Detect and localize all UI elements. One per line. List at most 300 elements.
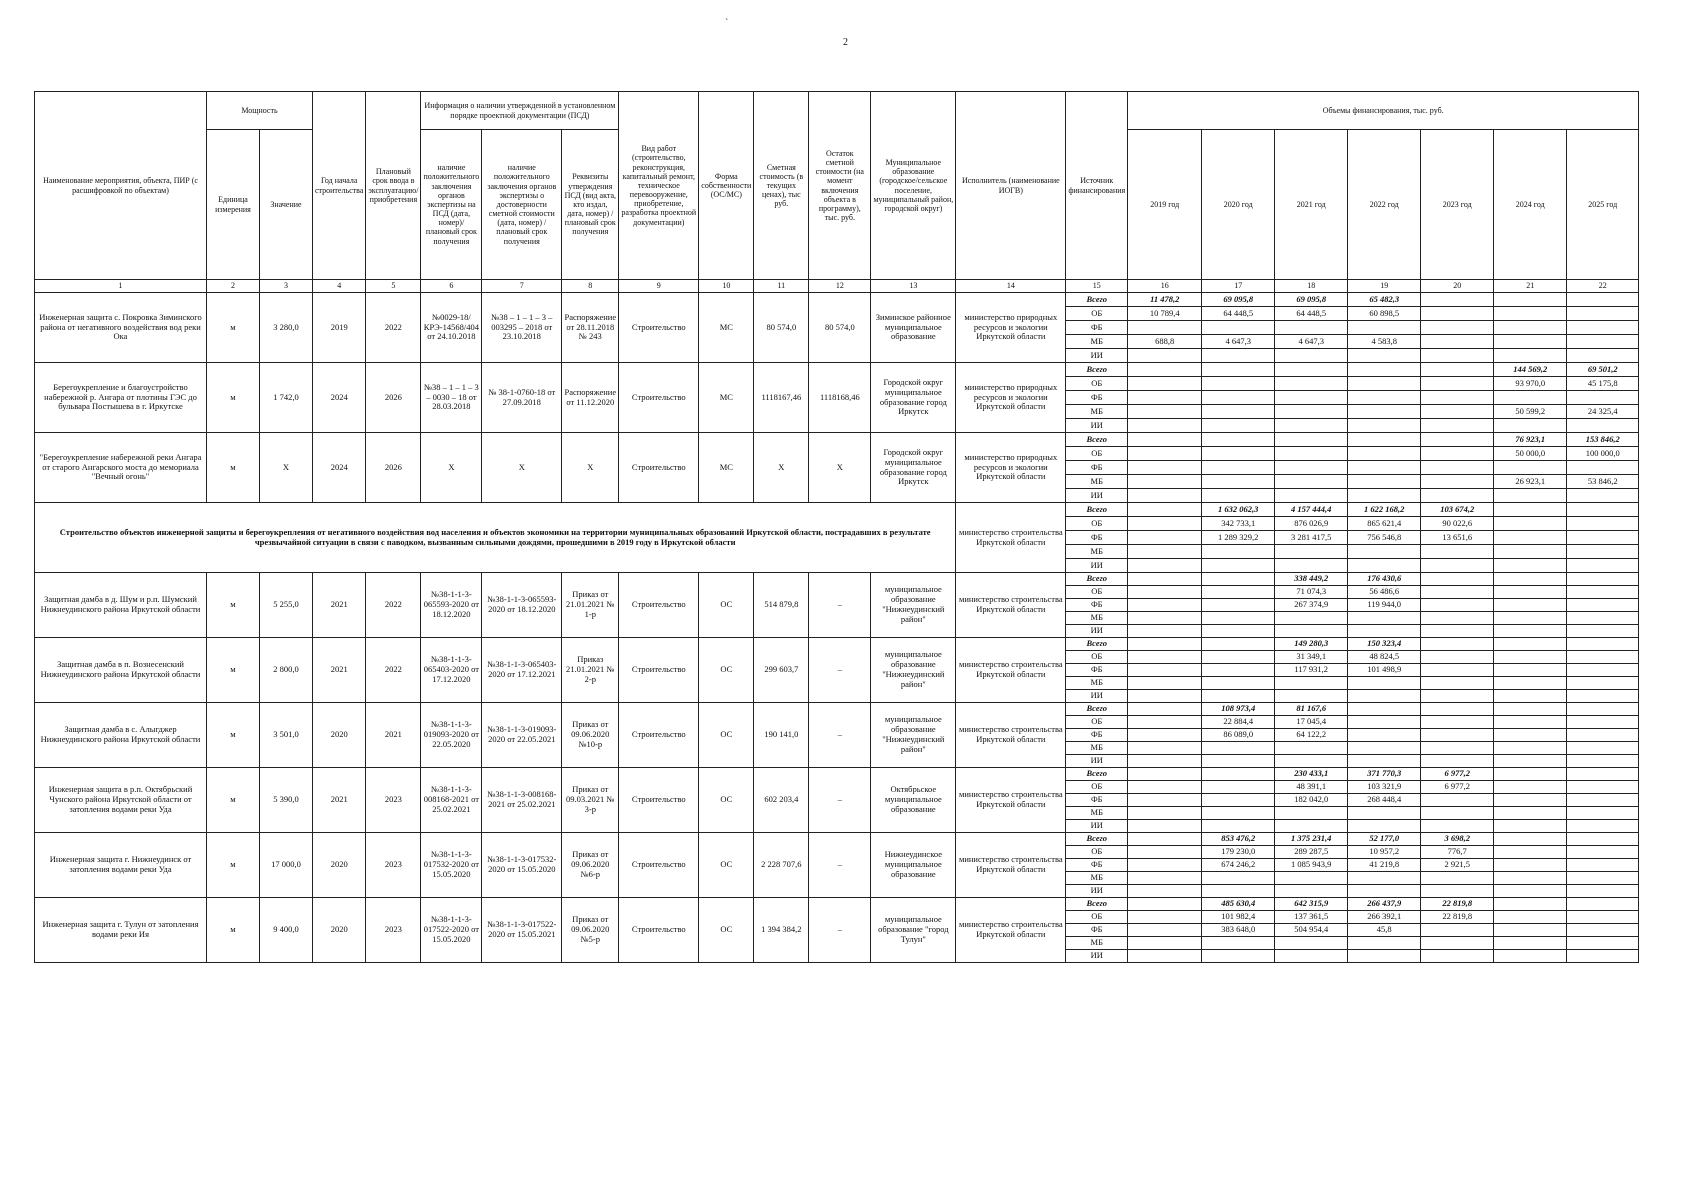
finance-value (1421, 625, 1494, 638)
finance-value (1348, 677, 1421, 690)
object-name: Инженерная защита г. Тулун от затопления водами реки Ия (35, 898, 207, 963)
finance-value (1421, 924, 1494, 937)
finance-value (1567, 924, 1639, 937)
source-label: ФБ (1066, 924, 1128, 937)
header-power: Мощность (207, 92, 313, 130)
finance-value: 50 599,2 (1494, 405, 1567, 419)
finance-value (1202, 391, 1275, 405)
finance-value (1567, 664, 1639, 677)
finance-value (1202, 768, 1275, 781)
finance-value (1128, 638, 1202, 651)
source-label: ИИ (1066, 950, 1128, 963)
finance-value (1202, 612, 1275, 625)
source-label: Всего (1066, 768, 1128, 781)
finance-value (1494, 742, 1567, 755)
finance-value (1567, 307, 1639, 321)
table-row (35, 503, 1639, 517)
finance-value (1202, 489, 1275, 503)
finance-value: 31 349,1 (1275, 651, 1348, 664)
col-number: 11 (754, 280, 809, 293)
finance-value (1128, 447, 1202, 461)
object-psd-pos: №38-1-1-3-019093-2020 от 22.05.2020 (421, 703, 482, 768)
source-label: ФБ (1066, 729, 1128, 742)
finance-value (1421, 293, 1494, 307)
col-number: 9 (619, 280, 699, 293)
finance-value (1567, 690, 1639, 703)
object-year-start: 2020 (313, 898, 366, 963)
header-unit: Единица измерения (207, 130, 260, 280)
object-psd-cost: №38-1-1-3-065403-2020 от 17.12.2021 (482, 638, 562, 703)
header-year-1: 2020 год (1202, 130, 1275, 280)
finance-value: 53 846,2 (1567, 475, 1639, 489)
object-exec: министерство строительства Иркутской области (956, 638, 1066, 703)
object-work: Строительство (619, 433, 699, 503)
finance-value: 64 448,5 (1202, 307, 1275, 321)
finance-value (1421, 377, 1494, 391)
finance-value (1128, 599, 1202, 612)
object-unit: м (207, 293, 260, 363)
col-number: 13 (871, 280, 956, 293)
finance-value: 144 569,2 (1494, 363, 1567, 377)
table-row (35, 833, 1639, 846)
object-est: 602 203,4 (754, 768, 809, 833)
finance-value (1567, 651, 1639, 664)
source-label: МБ (1066, 545, 1128, 559)
finance-value (1494, 391, 1567, 405)
finance-value (1128, 859, 1202, 872)
finance-value (1421, 885, 1494, 898)
finance-value: 64 122,2 (1275, 729, 1348, 742)
source-label: МБ (1066, 807, 1128, 820)
finance-value (1494, 625, 1567, 638)
object-rem: – (809, 898, 871, 963)
finance-value (1421, 872, 1494, 885)
finance-value (1421, 363, 1494, 377)
finance-value (1202, 937, 1275, 950)
header-name: Наименование мероприятия, объекта, ПИР (с расшифровкой по объектам) (35, 92, 207, 280)
col-number: 1 (35, 280, 207, 293)
finance-value (1567, 937, 1639, 950)
source-label: ИИ (1066, 885, 1128, 898)
finance-value (1275, 937, 1348, 950)
finance-value (1567, 898, 1639, 911)
object-unit: м (207, 433, 260, 503)
source-label: ОБ (1066, 377, 1128, 391)
object-mun: Зиминское районное муниципальное образование (871, 293, 956, 363)
finance-value (1202, 377, 1275, 391)
finance-value (1128, 545, 1202, 559)
object-rem: Х (809, 433, 871, 503)
object-mun: Городской округ муниципальное образование город Иркутск (871, 363, 956, 433)
header-year-3: 2022 год (1348, 130, 1421, 280)
finance-value (1202, 807, 1275, 820)
finance-value (1421, 475, 1494, 489)
source-label: ОБ (1066, 651, 1128, 664)
finance-value (1202, 559, 1275, 573)
source-label: МБ (1066, 405, 1128, 419)
col-number: 3 (260, 280, 313, 293)
header-mun: Муниципальное образование (городское/сельское поселение, муниципальный район, городской округ) (871, 92, 956, 280)
finance-value (1348, 950, 1421, 963)
finance-value: 176 430,6 (1348, 573, 1421, 586)
finance-value (1348, 405, 1421, 419)
finance-value (1275, 349, 1348, 363)
finance-value (1567, 599, 1639, 612)
finance-value (1128, 820, 1202, 833)
col-number: 4 (313, 280, 366, 293)
object-form: ОС (699, 768, 754, 833)
finance-value: 342 733,1 (1202, 517, 1275, 531)
finance-value (1348, 545, 1421, 559)
header-year-0: 2019 год (1128, 130, 1202, 280)
object-psd-cost: №38-1-1-3-019093-2020 от 22.05.2021 (482, 703, 562, 768)
object-year-start: 2021 (313, 768, 366, 833)
object-rem: – (809, 768, 871, 833)
object-psd-pos: №38-1-1-3-065403-2020 от 17.12.2020 (421, 638, 482, 703)
object-form: ОС (699, 898, 754, 963)
object-mun: Нижнеудинское муниципальное образование (871, 833, 956, 898)
finance-value: 230 433,1 (1275, 768, 1348, 781)
object-year-start: 2024 (313, 433, 366, 503)
finance-value: 4 647,3 (1275, 335, 1348, 349)
source-label: ИИ (1066, 820, 1128, 833)
finance-value (1275, 461, 1348, 475)
header-rem: Остаток сметной стоимости (на момент включения объекта в программу), тыс. руб. (809, 92, 871, 280)
finance-value: 101 982,4 (1202, 911, 1275, 924)
source-label: МБ (1066, 872, 1128, 885)
finance-value: 41 219,8 (1348, 859, 1421, 872)
object-value: 3 280,0 (260, 293, 313, 363)
col-number: 22 (1567, 280, 1639, 293)
header-year-5: 2024 год (1494, 130, 1567, 280)
finance-value (1275, 433, 1348, 447)
col-number: 15 (1066, 280, 1128, 293)
header-form: Форма собственности (ОС/МС) (699, 92, 754, 280)
finance-value (1275, 559, 1348, 573)
finance-value: 3 281 417,5 (1275, 531, 1348, 545)
object-value: 5 255,0 (260, 573, 313, 638)
finance-value (1421, 742, 1494, 755)
finance-value (1202, 475, 1275, 489)
finance-value (1494, 950, 1567, 963)
finance-value (1494, 638, 1567, 651)
finance-value (1348, 872, 1421, 885)
finance-value (1348, 885, 1421, 898)
source-label: МБ (1066, 677, 1128, 690)
finance-value (1348, 625, 1421, 638)
finance-value (1494, 586, 1567, 599)
finance-value (1348, 377, 1421, 391)
object-unit: м (207, 638, 260, 703)
finance-value (1567, 729, 1639, 742)
finance-value: 48 391,1 (1275, 781, 1348, 794)
object-mun: Городской округ муниципальное образование город Иркутск (871, 433, 956, 503)
finance-value (1202, 349, 1275, 363)
finance-value (1128, 755, 1202, 768)
finance-value (1421, 612, 1494, 625)
finance-value (1202, 885, 1275, 898)
object-est: 514 879,8 (754, 573, 809, 638)
object-est: 299 603,7 (754, 638, 809, 703)
finance-value (1494, 517, 1567, 531)
object-year-plan: 2023 (366, 898, 421, 963)
object-value: 9 400,0 (260, 898, 313, 963)
source-label: ФБ (1066, 794, 1128, 807)
finance-value (1202, 545, 1275, 559)
object-name: "Берегоукрепление набережной реки Ангара от старого Ангарского моста до мемориала "Вечный огонь" (35, 433, 207, 503)
source-label: МБ (1066, 335, 1128, 349)
object-year-plan: 2023 (366, 768, 421, 833)
finance-value (1494, 349, 1567, 363)
object-work: Строительство (619, 638, 699, 703)
finance-value (1567, 321, 1639, 335)
finance-value (1128, 612, 1202, 625)
finance-value (1202, 586, 1275, 599)
finance-value: 267 374,9 (1275, 599, 1348, 612)
col-number: 7 (482, 280, 562, 293)
finance-value (1275, 545, 1348, 559)
object-est: 190 141,0 (754, 703, 809, 768)
finance-value (1348, 433, 1421, 447)
source-label: Всего (1066, 293, 1128, 307)
finance-value (1567, 677, 1639, 690)
finance-value (1128, 924, 1202, 937)
finance-value (1567, 349, 1639, 363)
object-name: Защитная дамба в д. Шум и р.п. Шумский Нижнеудинского района Иркутской области (35, 573, 207, 638)
finance-value: 119 944,0 (1348, 599, 1421, 612)
finance-value: 22 819,8 (1421, 911, 1494, 924)
object-unit: м (207, 898, 260, 963)
finance-value (1567, 872, 1639, 885)
finance-value: 69 501,2 (1567, 363, 1639, 377)
finance-value (1421, 638, 1494, 651)
finance-value (1421, 677, 1494, 690)
finance-value (1275, 807, 1348, 820)
finance-value (1421, 586, 1494, 599)
finance-value: 117 931,2 (1275, 664, 1348, 677)
finance-value (1348, 559, 1421, 573)
header-value: Значение (260, 130, 313, 280)
finance-value: 48 824,5 (1348, 651, 1421, 664)
finance-value (1348, 755, 1421, 768)
finance-value (1128, 846, 1202, 859)
object-form: МС (699, 433, 754, 503)
object-work: Строительство (619, 833, 699, 898)
finance-value (1421, 573, 1494, 586)
finance-value: 876 026,9 (1275, 517, 1348, 531)
object-year-plan: 2021 (366, 703, 421, 768)
object-psd-cost: №38-1-1-3-017522-2020 от 15.05.2021 (482, 898, 562, 963)
finance-value (1348, 363, 1421, 377)
finance-value (1275, 755, 1348, 768)
object-est: Х (754, 433, 809, 503)
object-work: Строительство (619, 293, 699, 363)
object-year-start: 2019 (313, 293, 366, 363)
finance-value (1128, 807, 1202, 820)
table-row (35, 703, 1639, 716)
object-psd-pos: №38 – 1 – 1 – 3 – 0030 – 18 от 28.03.2018 (421, 363, 482, 433)
finance-value (1348, 703, 1421, 716)
source-label: ФБ (1066, 859, 1128, 872)
finance-value (1275, 612, 1348, 625)
finance-value (1128, 742, 1202, 755)
finance-value (1421, 807, 1494, 820)
finance-value (1128, 716, 1202, 729)
finance-value (1128, 950, 1202, 963)
object-name: Инженерная защита с. Покровка Зиминского района от негативного воздействия вод реки Ока (35, 293, 207, 363)
source-label: ОБ (1066, 307, 1128, 321)
object-psd-pos: №38-1-1-3-008168-2021 от 25.02.2021 (421, 768, 482, 833)
finance-value: 90 022,6 (1421, 517, 1494, 531)
finance-value: 1 375 231,4 (1275, 833, 1348, 846)
object-name: Защитная дамба в с. Алыгджер Нижнеудинского района Иркутской области (35, 703, 207, 768)
finance-value: 22 884,4 (1202, 716, 1275, 729)
object-exec: министерство строительства Иркутской области (956, 898, 1066, 963)
finance-value: 182 042,0 (1275, 794, 1348, 807)
finance-value: 17 045,4 (1275, 716, 1348, 729)
object-unit: м (207, 363, 260, 433)
finance-value: 103 321,9 (1348, 781, 1421, 794)
finance-value: 10 957,2 (1348, 846, 1421, 859)
source-label: ИИ (1066, 690, 1128, 703)
finance-value: 1 289 329,2 (1202, 531, 1275, 545)
object-psd-req: Х (562, 433, 619, 503)
finance-value: 52 177,0 (1348, 833, 1421, 846)
finance-value (1567, 859, 1639, 872)
header-year-plan: Плановый срок ввода в эксплуатацию/приобретения (366, 92, 421, 280)
object-psd-cost: №38 – 1 – 1 – 3 – 003295 – 2018 от 23.10.2018 (482, 293, 562, 363)
finance-value: 22 819,8 (1421, 898, 1494, 911)
table-row (35, 280, 1639, 293)
finance-value: 50 000,0 (1494, 447, 1567, 461)
finance-value (1567, 885, 1639, 898)
finance-value (1348, 742, 1421, 755)
object-psd-req: Распоряжение от 11.12.2020 (562, 363, 619, 433)
finance-value: 504 954,4 (1275, 924, 1348, 937)
object-psd-pos: №0029-18/КРЭ-14568/404 от 24.10.2018 (421, 293, 482, 363)
finance-value (1421, 599, 1494, 612)
finance-value (1567, 461, 1639, 475)
object-value: 1 742,0 (260, 363, 313, 433)
finance-value (1202, 638, 1275, 651)
finance-value (1348, 321, 1421, 335)
finance-value: 383 648,0 (1202, 924, 1275, 937)
col-number: 8 (562, 280, 619, 293)
finance-value: 65 482,3 (1348, 293, 1421, 307)
finance-value (1494, 937, 1567, 950)
object-rem: – (809, 833, 871, 898)
finance-value (1494, 321, 1567, 335)
finance-value (1202, 872, 1275, 885)
finance-value (1275, 447, 1348, 461)
finance-value: 69 095,8 (1202, 293, 1275, 307)
finance-value (1128, 651, 1202, 664)
finance-value (1202, 625, 1275, 638)
finance-value (1567, 503, 1639, 517)
finance-value (1567, 820, 1639, 833)
object-year-plan: 2023 (366, 833, 421, 898)
object-rem: – (809, 573, 871, 638)
finance-value (1421, 321, 1494, 335)
finance-value (1567, 625, 1639, 638)
finance-value: 11 478,2 (1128, 293, 1202, 307)
finance-value: 776,7 (1421, 846, 1494, 859)
finance-value (1567, 586, 1639, 599)
object-mun: муниципальное образование "город Тулун" (871, 898, 956, 963)
finance-value (1421, 433, 1494, 447)
section-title: Строительство объектов инженерной защиты и берегоукрепления от негативного воздействия вод населения и объектов экономики на территории муниципальных образований Иркутской области, пострадавших в результате чрезвычайной ситуации в связи с паводком, вызванным сильными дождями, прошедшими в 2019 году в Иркутской области (35, 503, 956, 573)
finance-value (1202, 573, 1275, 586)
finance-value (1494, 419, 1567, 433)
finance-value (1421, 729, 1494, 742)
finance-value (1421, 307, 1494, 321)
finance-value (1567, 293, 1639, 307)
object-psd-pos: Х (421, 433, 482, 503)
finance-value: 10 789,4 (1128, 307, 1202, 321)
table-row (35, 363, 1639, 377)
object-year-plan: 2026 (366, 433, 421, 503)
finance-value (1494, 859, 1567, 872)
finance-value: 137 361,5 (1275, 911, 1348, 924)
source-label: Всего (1066, 433, 1128, 447)
source-label: Всего (1066, 833, 1128, 846)
object-rem: 1118168,46 (809, 363, 871, 433)
finance-value: 688,8 (1128, 335, 1202, 349)
object-mun: муниципальное образование "Нижнеудинский район" (871, 573, 956, 638)
finance-value (1128, 489, 1202, 503)
object-unit: м (207, 833, 260, 898)
finance-value (1348, 716, 1421, 729)
finance-value (1421, 405, 1494, 419)
object-form: ОС (699, 833, 754, 898)
object-est: 1118167,46 (754, 363, 809, 433)
finance-value (1275, 419, 1348, 433)
object-name: Инженерная защита в р.п. Октябрьский Чунского района Иркутской области от затопления водами реки Уда (35, 768, 207, 833)
source-label: Всего (1066, 363, 1128, 377)
col-number: 18 (1275, 280, 1348, 293)
finance-value (1348, 489, 1421, 503)
finance-value (1275, 820, 1348, 833)
header-psd-req: Реквизиты утверждения ПСД (вид акта, кто издал, дата, номер) / плановый срок получения (562, 130, 619, 280)
finance-value (1421, 447, 1494, 461)
object-value: 5 390,0 (260, 768, 313, 833)
col-number: 20 (1421, 280, 1494, 293)
finance-value (1202, 950, 1275, 963)
finance-value: 13 651,6 (1421, 531, 1494, 545)
finance-value: 153 846,2 (1567, 433, 1639, 447)
finance-value (1421, 419, 1494, 433)
finance-value (1128, 729, 1202, 742)
finance-value (1348, 391, 1421, 405)
finance-value: 1 632 062,3 (1202, 503, 1275, 517)
finance-value: 81 167,6 (1275, 703, 1348, 716)
finance-value (1128, 349, 1202, 363)
finance-value (1494, 794, 1567, 807)
finance-value (1202, 405, 1275, 419)
finance-value (1275, 377, 1348, 391)
source-label: ИИ (1066, 349, 1128, 363)
finance-value (1348, 461, 1421, 475)
finance-value: 56 486,6 (1348, 586, 1421, 599)
finance-value (1421, 349, 1494, 363)
finance-value (1128, 898, 1202, 911)
finance-value (1494, 664, 1567, 677)
finance-value (1494, 559, 1567, 573)
source-label: Всего (1066, 503, 1128, 517)
source-label: ОБ (1066, 911, 1128, 924)
object-psd-req: Приказ от 09.06.2020 №6-р (562, 833, 619, 898)
source-label: МБ (1066, 937, 1128, 950)
